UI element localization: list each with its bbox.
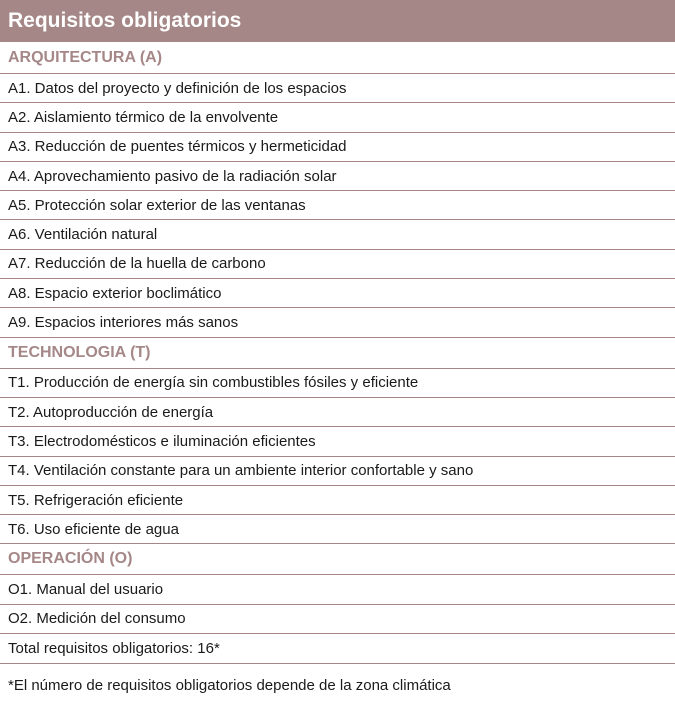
requirement-row: T1. Producción de energía sin combustibles fósiles y eficiente — [0, 369, 675, 398]
section-heading: OPERACIÓN (O) — [0, 544, 675, 575]
requirement-row: A6. Ventilación natural — [0, 220, 675, 249]
requirement-row: A2. Aislamiento térmico de la envolvente — [0, 103, 675, 132]
requirement-row: A3. Reducción de puentes térmicos y hermeticidad — [0, 133, 675, 162]
requirement-row: A4. Aprovechamiento pasivo de la radiación solar — [0, 162, 675, 191]
requirement-row: T6. Uso eficiente de agua — [0, 515, 675, 544]
requirement-row: A5. Protección solar exterior de las ventanas — [0, 191, 675, 220]
requirement-row: A7. Reducción de la huella de carbono — [0, 250, 675, 279]
section-heading: ARQUITECTURA (A) — [0, 43, 675, 74]
requirement-row: A1. Datos del proyecto y definición de los espacios — [0, 74, 675, 103]
sections-container — [0, 43, 675, 634]
requirement-row: T4. Ventilación constante para un ambiente interior confortable y sano — [0, 457, 675, 486]
table-title: Requisitos obligatorios — [0, 0, 675, 43]
requirement-row: T5. Refrigeración eficiente — [0, 486, 675, 515]
total-row: Total requisitos obligatorios: 16* — [0, 634, 675, 664]
footnote: *El número de requisitos obligatorios depende de la zona climática — [8, 676, 451, 694]
requirement-row: A9. Espacios interiores más sanos — [0, 308, 675, 337]
requirement-row: A8. Espacio exterior boclimático — [0, 279, 675, 308]
requirement-row: O2. Medición del consumo — [0, 605, 675, 634]
requirement-row: T3. Electrodomésticos e iluminación eficientes — [0, 427, 675, 456]
requirement-row: T2. Autoproducción de energía — [0, 398, 675, 427]
section-heading: TECHNOLOGIA (T) — [0, 338, 675, 369]
requirement-row: O1. Manual del usuario — [0, 575, 675, 604]
